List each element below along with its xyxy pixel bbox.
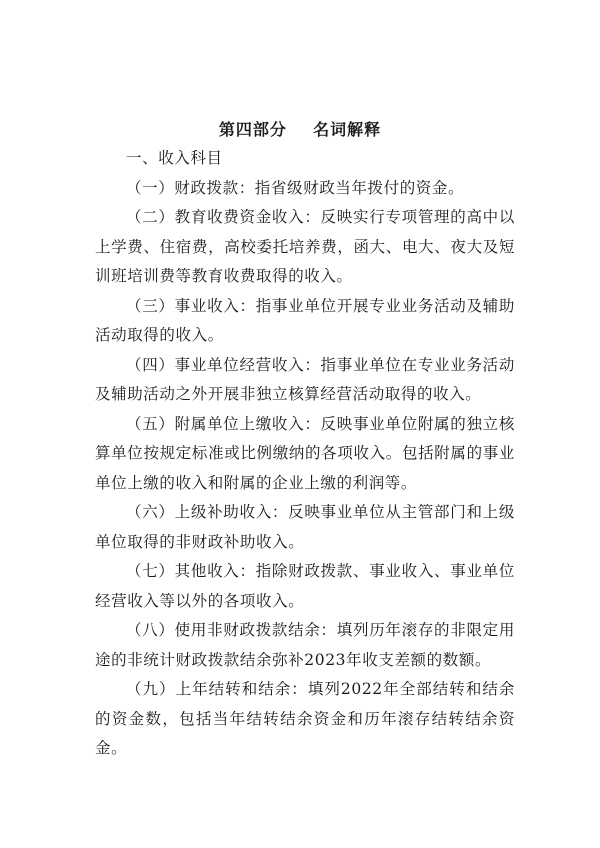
paragraph-item-9: （九）上年结转和结余：填列2022年全部结转和结余的资金数，包括当年结转结余资金和历年滚存结转结余资金。 (95, 680, 515, 757)
paragraph-item-4: （四）事业单位经营收入：指事业单位在专业业务活动及辅助活动之外开展非独立核算经营活动取得的收入。 (95, 355, 515, 403)
paragraph-item-1: （一）财政拨款：指省级财政当年拨付的资金。 (126, 178, 465, 197)
paragraph-item-6: （六）上级补助收入：反映事业单位从主管部门和上级单位取得的非财政补助收入。 (95, 503, 515, 551)
paragraph-item-5: （五）附属单位上缴收入：反映事业单位附属的独立核算单位按规定标准或比例缴纳的各项收入。包括附属的事业单位上缴的收入和附属的企业上缴的利润等。 (95, 414, 515, 492)
paragraph-item-8: （八）使用非财政拨款结余：填列历年滚存的非限定用途的非统计财政拨款结余弥补2023年收支差额的数额。 (95, 621, 515, 669)
paragraph-item-2: （二）教育收费资金收入：反映实行专项管理的高中以上学费、住宿费，高校委托培养费，函大、电大、夜大及短训班培训费等教育收费取得的收入。 (95, 208, 515, 285)
page-title: 第四部分 名词解释 (218, 120, 382, 139)
document-body (95, 144, 515, 764)
paragraph-item-7: （七）其他收入：指除财政拨款、事业收入、事业单位经营收入等以外的各项收入。 (95, 562, 515, 610)
section-heading: 一、收入科目 (126, 149, 223, 167)
paragraph-item-3: （三）事业收入：指事业单位开展专业业务活动及辅助活动取得的收入。 (95, 296, 515, 344)
